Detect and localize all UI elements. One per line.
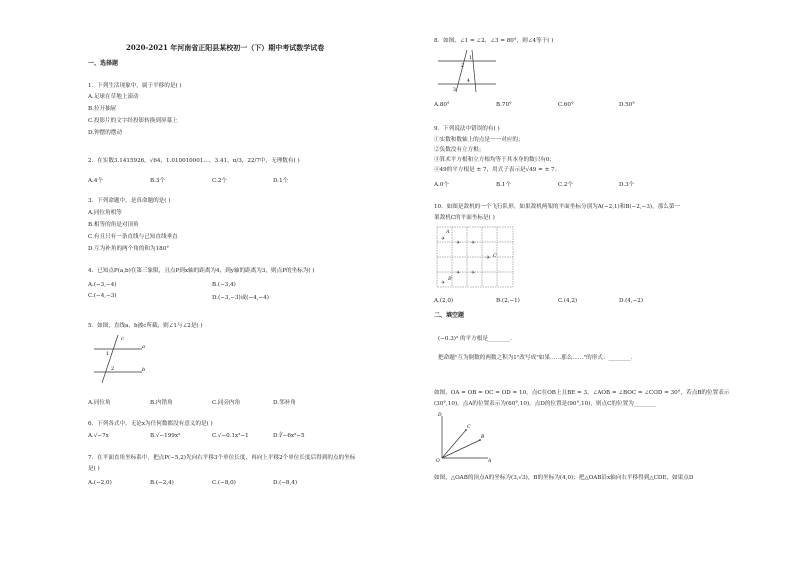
plane-3: ✈ xyxy=(471,240,476,246)
label-o: O xyxy=(436,459,440,464)
q1-option-a: A.足球在草地上滚动 xyxy=(88,94,139,100)
q2-option-b: B.3个 xyxy=(150,178,166,184)
label-a: A xyxy=(488,459,492,464)
label-d: D xyxy=(438,413,442,418)
q1-option-d: D.钟摆的摆动 xyxy=(88,130,123,136)
plane-a: ✈ xyxy=(441,236,446,242)
label-b: B xyxy=(448,276,452,282)
q4-stem: 4．已知点P(a,b)在第三象限，且点P到x轴的距离为4，到y轴的距离为3，则点P的坐标为( ) xyxy=(88,268,315,274)
q10-option-b: B.(2,−1) xyxy=(496,298,520,304)
q6-option-b: B.√−199x² xyxy=(150,433,181,439)
ray-oc xyxy=(442,430,466,458)
label-c: C xyxy=(467,425,471,430)
q6-option-d: D.∛−6x²−5 xyxy=(273,433,305,439)
q6-stem: 6．下列各式中，无论x为任何数都没有意义的是( ) xyxy=(88,421,213,427)
q6-option-a: A.√−7x xyxy=(88,433,109,439)
q3-option-c: C.有且只有一条直线与已知直线垂直 xyxy=(88,234,178,240)
q7-stem: 7．在平面直角坐标系中，把点P(−5,2)先向右平移3个单位长度，再向上平移2个单位长度后得到的点的坐标 xyxy=(88,455,356,461)
label-c: C xyxy=(493,253,497,259)
q5-option-b: B.内错角 xyxy=(150,400,173,406)
line-left-transversal xyxy=(456,50,467,92)
fill-q11: (−0.3)² 的平方根是________. xyxy=(438,336,513,342)
q2-option-d: D.1个 xyxy=(273,178,289,184)
q10-option-a: A.(2,0) xyxy=(434,298,454,304)
label-b: B xyxy=(481,435,485,440)
q9-option-d: D.3个 xyxy=(619,182,635,188)
q9-statement-4: ④49的平方根是 ± 7，用式子表示是√49 = ± 7。 xyxy=(434,167,561,173)
fill-q14: 如图，△OAB的顶点A的坐标为(3,√3)，B的坐标为(4,0)；把△OAB沿x轴向右平移得到△CDE，如果点D xyxy=(434,475,694,481)
q9-stem: 9．下列说法中错误的有( ) xyxy=(434,126,500,132)
q3-option-d: D.互为补角的两个角的和为180° xyxy=(88,246,170,252)
section-fill-title: 二、填空题 xyxy=(434,312,465,319)
plane-2: ✈ xyxy=(456,240,461,246)
q2-stem: 2．在实数3.1415926，√64，1.010010001…，3.41，π/3，22/7中，无理数有( ) xyxy=(88,158,300,164)
q2-option-a: A.4个 xyxy=(88,178,103,184)
q9-option-b: B.1个 xyxy=(496,182,512,188)
q8-option-b: B.70° xyxy=(496,102,512,108)
q10-option-c: C.(4,2) xyxy=(558,298,578,304)
label-b: b xyxy=(142,367,146,373)
q5-stem: 5．如图，直线a，b被c所截，则∠1与∠2是( ) xyxy=(88,323,203,329)
q4-option-b: B.(−3,4) xyxy=(212,282,236,288)
section-choice-title: 一、选择题 xyxy=(88,60,119,67)
label-angle-2: 2 xyxy=(111,366,115,372)
fill-q13-line1: 如图，OA = OB = OC = OD = 10，点C在OB上且BE = 3，∠AOB = ∠BOC = ∠COD = 30°，若点B的位置表示 xyxy=(434,390,730,396)
q7-option-c: C.(−8,0) xyxy=(212,480,236,486)
q8-option-c: C.60° xyxy=(558,102,574,108)
q10-option-d: D.(4,−2) xyxy=(619,298,644,304)
q1-option-c: C.投影片的文字经投影转换到屏幕上 xyxy=(88,118,178,124)
ray-ob xyxy=(442,440,480,458)
q9-option-a: A.0个 xyxy=(434,182,449,188)
q8-figure xyxy=(434,48,498,94)
q5-option-c: C.同旁内角 xyxy=(212,400,241,406)
page-title: 2020-2021 年河南省正阳县某校初一（下）期中考试数学试卷 xyxy=(126,43,325,52)
q9-statement-1: ①实数和数轴上的点是一一对应的； xyxy=(434,137,524,143)
label-angle-1: 1 xyxy=(469,56,472,61)
plane-c: ✈ xyxy=(486,255,491,261)
q3-option-a: A.同位角相等 xyxy=(88,210,122,216)
q8-option-a: A.80° xyxy=(434,102,450,108)
label-angle-3: 3 xyxy=(453,88,456,93)
q9-option-c: C.2个 xyxy=(558,182,574,188)
q4-option-c: C.(−4,−3) xyxy=(88,293,117,299)
q9-statement-3: ③算术平方根和立方根均等于其本身的数只有0； xyxy=(434,157,556,163)
label-a: A xyxy=(446,229,450,235)
q1-stem: 1．下列生活现象中，属于平移的是( ) xyxy=(88,83,182,89)
plane-5: ✈ xyxy=(456,270,461,276)
label-angle-1: 1 xyxy=(106,351,110,357)
q3-stem: 3．下列命题中，是真命题的是( ) xyxy=(88,198,171,204)
label-a: a xyxy=(142,344,145,350)
q7-option-b: B.(−2,4) xyxy=(150,480,174,486)
plane-6: ✈ xyxy=(471,270,476,276)
q5-option-a: A.同位角 xyxy=(88,400,111,406)
fill-q13-line2: (30°,10)，点A的位置表示为(60°,10)，点D的位置是(90°,10)，则点C的位置为________ xyxy=(434,401,657,407)
q10-grid-figure xyxy=(436,226,516,290)
q8-stem: 8．如图，∠1 = ∠2，∠3 = 80°，则∠4等于( ) xyxy=(434,38,554,44)
q3-option-b: B.相等的角是对顶角 xyxy=(88,222,139,228)
q10-stem-cont: 架敌机C的平面坐标是( ) xyxy=(434,215,495,221)
line-right-transversal xyxy=(472,50,476,92)
q2-option-c: C.2个 xyxy=(212,178,228,184)
fill-q12: 把命题"互为倒数的两数之积为1"改写成"如果……那么……"的形式：________. xyxy=(438,355,633,361)
q4-option-a: A.(−3,−4) xyxy=(88,282,117,288)
q8-option-d: D.50° xyxy=(619,102,635,108)
label-angle-2: 2 xyxy=(461,64,464,69)
q1-option-b: B.拉开抽屉 xyxy=(88,106,117,112)
q5-option-d: D.邻补角 xyxy=(273,400,296,406)
line-c xyxy=(102,335,118,383)
q13-figure xyxy=(436,410,498,466)
q7-option-a: A.(−2,0) xyxy=(88,480,112,486)
q6-option-c: C.√−0.1x²−1 xyxy=(212,433,249,439)
plane-b: ✈ xyxy=(441,280,446,286)
q4-option-d: D.(−3,−3)或(−4,−4) xyxy=(212,295,269,301)
q5-figure xyxy=(88,333,148,385)
q7-stem-cont: 是( ) xyxy=(88,466,100,472)
label-c: c xyxy=(121,336,124,342)
label-angle-4: 4 xyxy=(467,79,470,84)
q9-statement-2: ②负数没有立方根； xyxy=(434,147,485,153)
q7-option-d: D.(−8,4) xyxy=(273,480,298,486)
q10-stem: 10．如图是敌机的一个飞行队形，如果敌机两架的平面坐标分别为A(−2,1)和B(−2,−3)，那么第一 xyxy=(434,204,681,210)
